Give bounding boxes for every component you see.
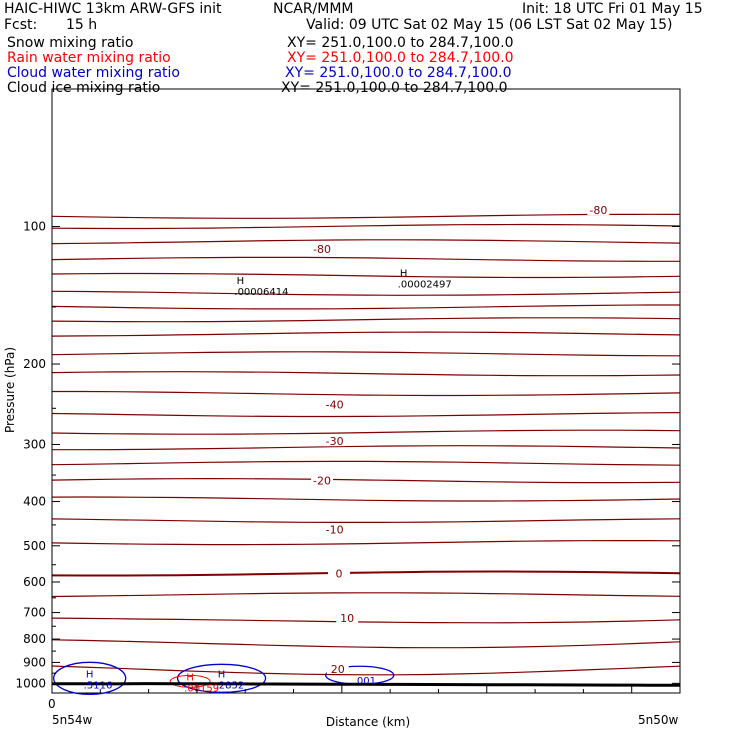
forecast-hours: 15 h [66,17,98,33]
plot-frame [52,89,680,693]
forecast-label: Fcst: [4,17,38,33]
maximum-value: .001 [353,676,376,688]
temperature-contour [52,446,680,450]
temperature-contour [52,392,680,396]
temperature-contour [52,640,680,648]
temperature-label: -20 [313,474,332,488]
y-tick-label: 1000 [15,676,46,691]
maximum-marker: H [85,669,94,681]
y-tick-label: 700 [23,605,46,620]
temperature-label: 20 [330,662,345,676]
x-tick-label-0: 0 [48,697,56,711]
temperature-label: -10 [325,523,344,537]
y-tick-label: 400 [23,494,46,509]
temperature-contour [52,541,680,545]
maximum-value: .2852 [215,680,245,692]
temperature-contour [52,572,680,576]
temperature-contour [52,519,680,523]
init-time: Init: 18 UTC Fri 01 May 15 [522,1,703,17]
temperature-contour [52,666,680,675]
maximum-value: .00006414 [234,287,289,299]
x-right-endpoint: 5n50w [638,713,679,727]
field-xy-rain: XY= 251.0,100.0 to 284.7,100.0 [287,50,514,66]
field-name-snow: Snow mixing ratio [7,35,134,51]
temperature-contour [52,413,680,417]
y-tick-label: 900 [23,655,46,670]
y-tick-label: 600 [23,574,46,589]
temperature-contour [52,332,680,336]
temperature-label: 0 [335,567,343,581]
temperature-contour [52,461,680,465]
temperature-contour [52,291,680,295]
model-title: HAIC-HIWC 13km ARW-GFS init [4,1,222,17]
temperature-contour [52,352,680,356]
valid-time: Valid: 09 UTC Sat 02 May 15 (06 LST Sat 02 May 15) [306,17,673,33]
field-name-rain: Rain water mixing ratio [7,50,171,66]
field-xy-cloud-water: XY= 251.0,100.0 to 284.7,100.0 [285,65,512,81]
y-tick-label: 300 [23,437,46,452]
temperature-label: -80 [589,203,608,217]
maximum-value: .00159 [184,683,220,695]
temperature-label: 10 [340,612,355,626]
temperature-contour [52,497,680,501]
y-tick-label: 100 [23,219,46,234]
field-xy-cloud-ice: XY= 251.0,100.0 to 284.7,100.0 [281,80,508,96]
temperature-contours [52,214,680,675]
plot-border [52,89,680,693]
temperature-contour [52,479,680,483]
temperature-contour [52,240,680,244]
maximum-marker: H [217,669,226,681]
y-axis-title: Pressure (hPa) [3,346,17,434]
y-tick-label: 500 [23,538,46,553]
maximum-marker: H [236,276,245,288]
temperature-label: -30 [325,435,344,449]
temperature-contour [52,318,680,322]
maximum-value: .5116 [83,680,113,692]
maximum-value: .00002497 [397,279,452,291]
temperature-contour [52,305,680,309]
temperature-contour [52,372,680,376]
temperature-contour [52,257,680,261]
x-axis-title: Distance (km) [325,715,411,729]
temperature-contour [52,618,680,623]
field-name-cloud-water: Cloud water mixing ratio [7,65,180,81]
temperature-contour [52,225,680,229]
temperature-contour [52,430,680,434]
org-label: NCAR/MMM [273,1,354,17]
field-name-cloud-ice: Cloud ice mixing ratio [7,80,161,96]
field-xy-snow: XY= 251.0,100.0 to 284.7,100.0 [287,35,514,51]
temperature-contour [52,274,680,278]
maximum-marker: H [186,672,194,684]
temperature-label: -80 [313,242,332,256]
temperature-label: -40 [325,398,344,412]
x-left-endpoint: 5n54w [52,713,93,727]
temperature-contour [52,593,680,597]
y-tick-label: 800 [23,632,46,647]
temperature-contour [52,214,680,218]
y-tick-label: 200 [23,357,46,372]
maximum-marker: H [399,268,408,280]
